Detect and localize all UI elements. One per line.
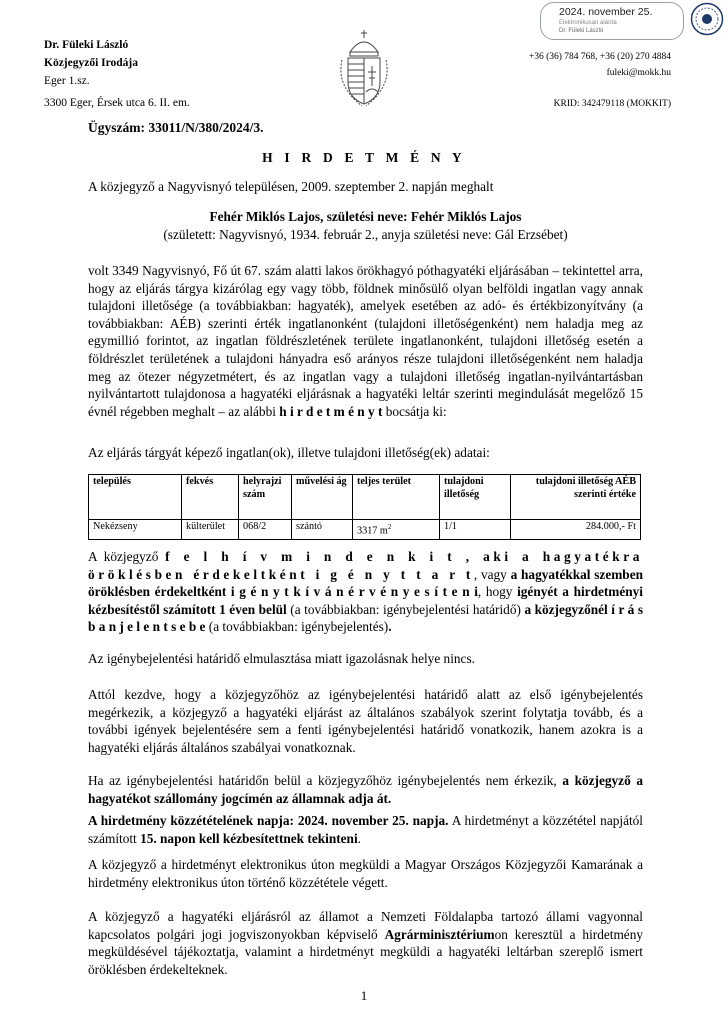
deceased-details: (született: Nagyvisnyó, 1934. február 2., anyja születési neve: Gál Erzsébet) <box>163 227 568 242</box>
felhivas-g: (a továbbiakban: igénybejelentési határidő) <box>286 601 521 617</box>
paragraph-kozzetetel <box>88 812 643 847</box>
table-row <box>89 520 641 540</box>
szallomany-b: a közjegyző a hagyatékot szállomány jogcímén az államnak adja át. <box>88 773 643 806</box>
cell-fekves: külterület <box>182 520 239 540</box>
page-number: 1 <box>360 988 368 1003</box>
paragraph-kamara: A közjegyző a hirdetményt elektronikus úton megküldi a Magyar Országos Közjegyzői Kamarának a hirdetmény elektronikus úton történő közzététele végett. <box>88 857 643 890</box>
felhivas-d: a hagyatékkal szemben öröklésben érdekeltként i g é n y t k í v á n é r v é n y e s í t e n i <box>88 566 644 600</box>
electronic-signature-stamp <box>540 2 684 40</box>
deceased-name: Fehér Miklós Lajos, születési neve: Fehér Miklós Lajos <box>209 209 522 224</box>
cell-terulet-value: 3317 m <box>357 525 388 537</box>
hirdetmenyt-spaced: h i r d e t m é n y t <box>279 403 383 419</box>
notary-office: Közjegyzői Irodája <box>44 57 139 69</box>
cell-ertek: 284.000,- Ft <box>511 520 641 540</box>
col-muvelesi-ag: művelési ág <box>292 475 353 520</box>
cell-telepules: Nekézseny <box>89 520 182 540</box>
paragraph-allam <box>88 908 643 978</box>
paragraph-main <box>88 262 643 420</box>
chamber-logo-icon <box>690 2 724 36</box>
felhivas-h: a közjegyzőnél í r á s b a n j e l e n t s e b e <box>88 601 643 635</box>
kozzetetel-d: . <box>357 830 361 846</box>
kozzetetel-b: A hirdetményt a közzététel napjától számított <box>88 813 644 846</box>
col-fekves: fekvés <box>182 475 239 520</box>
signature-label: Elektronikusan aláírta <box>559 20 617 26</box>
allam-a: A közjegyző a hagyatéki eljárásról az államot a Nemzeti Földalapba tartozó állami vagyonnal kapcsolatos polgári jogi jogviszonyokban képviselő <box>88 909 643 942</box>
paragraph-altalanos: Attól kezdve, hogy a közjegyzőhöz az igénybejelentési határidő alatt az első igénybejelentés megérkezik, a közjegyző a hagyatéki eljárást az általános szabályok szerint folytatja tovább, és a további igények bejelentésére sem a fenti igénybejelentési határidő vonatkozik, hanem azokra is a hagyatéki eljárás általános szabályai vonatkoznak. <box>88 687 643 755</box>
col-aeb-ertek: tulajdoni illetőség AÉB szerinti értéke <box>511 475 641 520</box>
kozzetetel-c: 15. napon kell kézbesítettnek tekinteni <box>140 830 358 846</box>
col-helyrajzi-szam: helyrajzi szám <box>239 475 292 520</box>
paragraph-main-text: volt 3349 Nagyvisnyó, Fő út 67. szám alatti lakos örökhagyó póthagyatéki eljárásában – tekintettel arra, hogy az eljárás tárgya kizárólag egy vagy több, földnek minősülő olyan belföldi ingatlan vagy annak tulajdoni illetősége (a továbbiakban: hagyaték), amelyek esetében az adó- és értékbizonyítvány (a továbbiakban: AÉB) szerinti érték ingatlanonként (tulajdoni illetőségenként) nem haladja meg az egymillió forintot, az ingatlan földrészletének területe ingatlanonként, tulajdoni illetőség esetén a földrészlet területének a tulajdoni hányadra eső arányos része tulajdoni illetőségenként nem haladja meg az ötezer négyzetmétert, és az ingatlan vagy a tulajdoni illetőség ingatlan-nyilvántartásban nyilvántartott tulajdonosa a hagyatéki eljárásnak a hagyatéki leltár szerinti megindulását megelőző 15 évnél régebben meghalt – az alábbi <box>88 263 643 419</box>
felhivas-j: . <box>388 619 392 635</box>
krid-identifier: KRID: 342479118 (MOKKIT) <box>553 99 671 109</box>
notary-address: 3300 Eger, Érsek utca 6. II. em. <box>44 97 190 109</box>
case-number: Ügyszám: 33011/N/380/2024/3. <box>88 120 264 135</box>
coat-of-arms-icon <box>336 26 392 110</box>
col-tulajdoni-illetoseg: tulajdoni illetőség <box>440 475 511 520</box>
table-intro: Az eljárás tárgyát képező ingatlan(ok), illetve tulajdoni illetőség(ek) adatai: <box>88 445 490 460</box>
cell-terulet-unit-exponent: 2 <box>387 523 392 531</box>
col-telepules: település <box>89 475 182 520</box>
paragraph-igazolas: Az igénybejelentési határidő elmulasztása miatt igazolásnak helye nincs. <box>88 651 475 666</box>
kozzetetel-a: A hirdetmény közzétételének napja: 2024. november 25. napja. <box>88 813 449 828</box>
szallomany-a: Ha az igénybejelentési határidőn belül a közjegyzőhöz igénybejelentés nem érkezik, <box>88 773 557 788</box>
signature-signer: Dr. Füleki László <box>559 28 604 34</box>
felhivas-a: A közjegyző <box>88 549 159 564</box>
cell-illetoseg: 1/1 <box>440 520 511 540</box>
paragraph-main-end: bocsátja ki: <box>385 403 447 419</box>
allam-b: Agrárminisztérium <box>384 926 495 942</box>
paragraph-felhivas <box>88 548 643 636</box>
notary-name: Dr. Füleki László <box>44 39 129 51</box>
email-address: fuleki@mokk.hu <box>606 68 671 78</box>
paragraph-szallomany <box>88 772 643 807</box>
signature-date: 2024. november 25. <box>559 6 653 18</box>
felhivas-c: , vagy <box>473 566 507 582</box>
intro-line: A közjegyző a Nagyvisnyó településen, 2009. szeptember 2. napján meghalt <box>88 179 494 194</box>
cell-hrsz: 068/2 <box>239 520 292 540</box>
cell-terulet <box>353 520 440 540</box>
felhivas-e: , hogy <box>477 584 513 600</box>
notary-city: Eger 1.sz. <box>44 75 90 87</box>
table-header-row <box>89 475 641 520</box>
felhivas-f: igényét a hirdetményi kézbesítéstől számított 1 éven belül <box>88 584 644 617</box>
property-table <box>88 474 641 540</box>
phone-numbers: +36 (36) 784 768, +36 (20) 270 4884 <box>528 52 671 62</box>
letterhead-right <box>529 49 671 81</box>
document-title: H I R D E T M É N Y <box>262 150 466 165</box>
allam-c: on keresztül a hirdetmény megküldésével tájékoztatja, valamint a hirdetményt megküldi a hagyatéki leltárban szereplő ismert öröklésben érdekelteknek. <box>88 926 643 977</box>
felhivas-b: f e l h í v m i n d e n k i t , aki a hagyatékra öröklésben érdekeltként i g é n y t t a r t <box>88 549 643 582</box>
cell-muvelesi-ag: szántó <box>292 520 353 540</box>
felhivas-i: (a továbbiakban: igénybejelentés) <box>205 619 389 635</box>
letterhead-left <box>44 36 190 112</box>
col-teljes-terulet: teljes terület <box>353 475 440 520</box>
